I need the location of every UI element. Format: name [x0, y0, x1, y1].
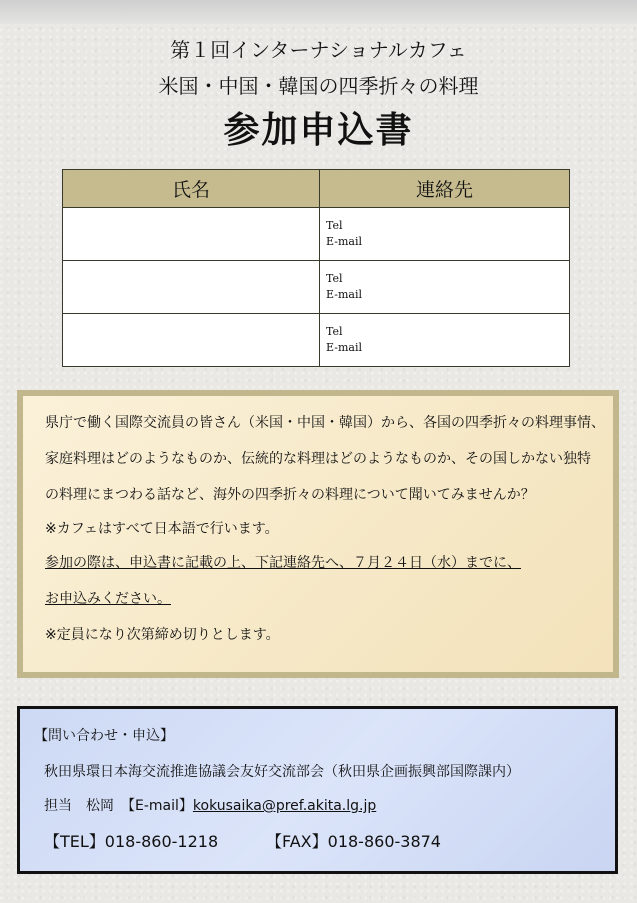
- table-header-row: [63, 170, 570, 208]
- top-band: [0, 0, 637, 24]
- info-box: [17, 390, 619, 678]
- info-text-line: の料理にまつわる話など、海外の四季折々の料理について聞いてみませんか？: [45, 487, 535, 503]
- table-row: [63, 208, 570, 261]
- deadline-note: 参加の際は、申込書に記載の上、下記連絡先へ、７月２４日（水）までに、: [45, 555, 521, 571]
- apply-note: お申込みください。: [45, 591, 171, 607]
- email-label: E-mail: [326, 288, 362, 301]
- inquiry-heading: 【問い合わせ・申込】: [34, 728, 174, 744]
- form-title: 参加申込書: [223, 110, 414, 151]
- contact-cell[interactable]: [320, 261, 570, 314]
- email-label: E-mail: [326, 341, 362, 354]
- application-table: [62, 169, 570, 367]
- event-subtitle: 米国・中国・韓国の四季折々の料理: [158, 74, 479, 98]
- email-link[interactable]: kokusaika@pref.akita.lg.jp: [192, 798, 377, 814]
- tel-label: Tel: [326, 219, 343, 232]
- organization-name: 秋田県環日本海交流推進協議会友好交流部会（秋田県企画振興部国際課内）: [44, 764, 520, 780]
- table-row: [63, 261, 570, 314]
- name-cell[interactable]: [63, 314, 320, 367]
- language-note: ※カフェはすべて日本語で行います。: [45, 521, 279, 537]
- fax-number: 【FAX】018-860-3874: [266, 832, 441, 851]
- inquiry-box: [17, 706, 618, 874]
- name-cell[interactable]: [63, 261, 320, 314]
- person-label: 担当 松岡 【E-mail】: [44, 798, 193, 814]
- contact-cell[interactable]: [320, 314, 570, 367]
- event-title: 第１回インターナショナルカフェ: [170, 38, 467, 62]
- contact-cell[interactable]: [320, 208, 570, 261]
- contact-column-header: 連絡先: [320, 170, 570, 208]
- name-cell[interactable]: [63, 208, 320, 261]
- info-text-line: 家庭料理はどのようなものか、伝統的な料理はどのようなものか、その国しかない独特: [45, 451, 591, 467]
- email-label: E-mail: [326, 235, 362, 248]
- info-text-line: 県庁で働く国際交流員の皆さん（米国・中国・韓国）から、各国の四季折々の料理事情、: [45, 415, 605, 431]
- name-column-header: 氏名: [63, 170, 320, 208]
- capacity-note: ※定員になり次第締め切りとします。: [45, 627, 280, 643]
- contact-person: [44, 795, 376, 815]
- tel-label: Tel: [326, 272, 343, 285]
- table-row: [63, 314, 570, 367]
- tel-number: 【TEL】018-860-1218: [44, 832, 219, 851]
- tel-label: Tel: [326, 325, 343, 338]
